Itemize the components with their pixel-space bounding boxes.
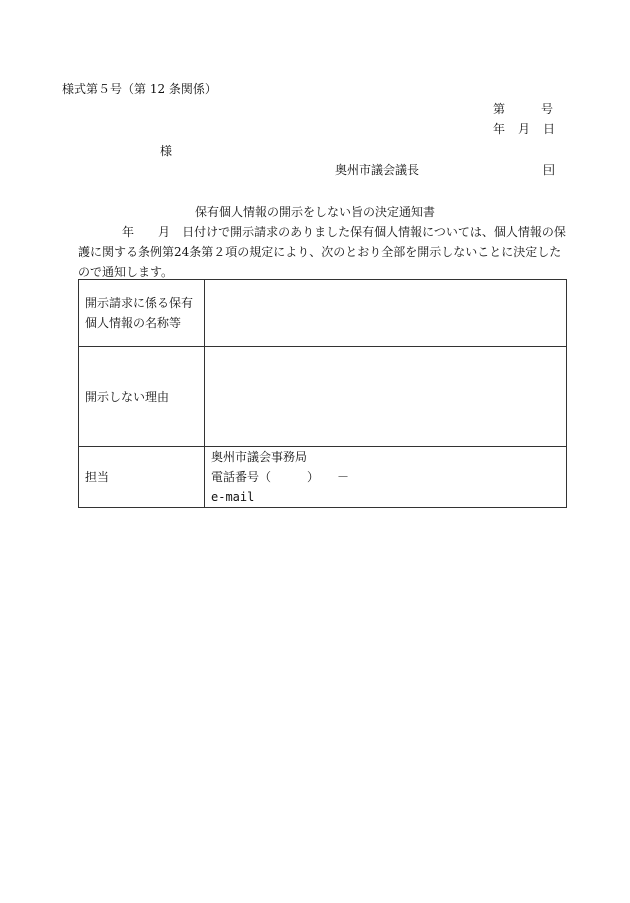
- seal-mark: 囙: [543, 163, 556, 177]
- contact-phone: 電話番号（ ） －: [211, 470, 350, 484]
- value-reason[interactable]: [205, 347, 567, 447]
- document-title: 保有個人情報の開示をしない旨の決定通知書: [194, 205, 435, 219]
- value-contact: [205, 447, 567, 508]
- date-month: 月: [518, 122, 531, 136]
- date-year: 年: [493, 122, 506, 136]
- number-go: 号: [541, 102, 554, 116]
- table-row-contact: [79, 447, 567, 508]
- document-number: [493, 101, 553, 117]
- document-date: [493, 121, 555, 137]
- label-info-name: [79, 280, 205, 347]
- table-row-info-name: [79, 280, 567, 347]
- label-info-name-line2: 個人情報の名称等: [85, 316, 182, 330]
- body-date-month: 月: [158, 225, 171, 239]
- details-table: [78, 279, 567, 508]
- number-dai: 第: [493, 102, 506, 116]
- label-info-name-line1: 開示請求に係る保有: [85, 296, 194, 310]
- contact-email: e-mail: [211, 490, 255, 504]
- body-date-year: 年: [122, 225, 135, 239]
- date-day: 日: [543, 122, 556, 136]
- form-number-label: 様式第５号（第 12 条関係）: [62, 82, 217, 96]
- contact-office: 奥州市議会事務局: [211, 450, 308, 464]
- addressee-honorific: 様: [160, 144, 173, 158]
- table-row-reason: [79, 347, 567, 447]
- label-reason: 開示しない理由: [79, 347, 205, 447]
- value-info-name[interactable]: [205, 280, 567, 347]
- body-text: 日付けで開示請求のありました保有個人情報については、個人情報の保護に関する条例第24条第２項の規定により、次のとおり全部を開示しないことに決定したので通知します。: [78, 225, 566, 279]
- label-contact: 担当: [79, 447, 205, 508]
- notice-body: [78, 222, 568, 282]
- issuer-name: 奥州市議会議長: [335, 163, 420, 177]
